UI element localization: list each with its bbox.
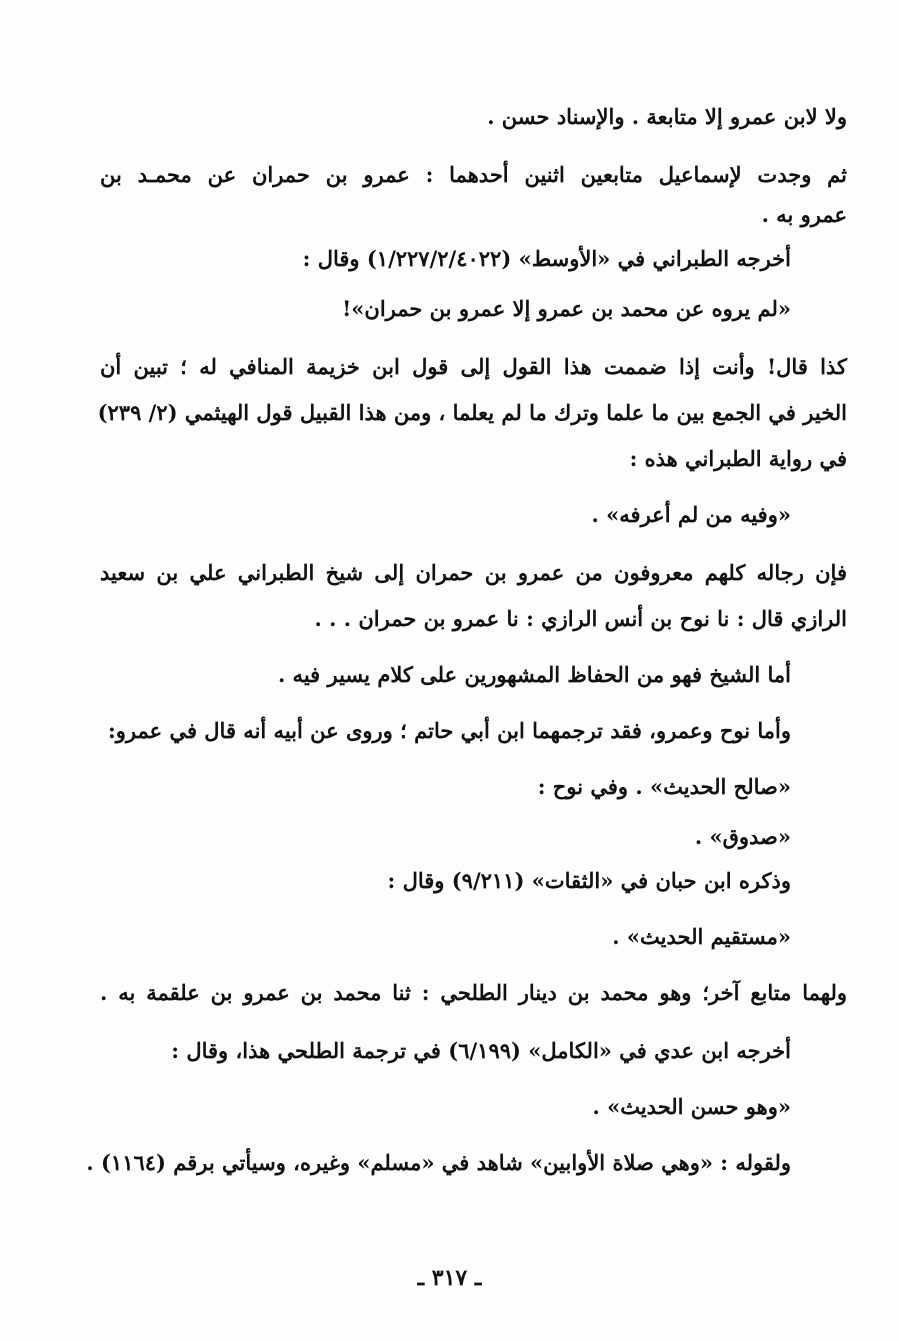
text-line-12: أما الشيخ فهو من الحفاظ المشهورين على كلام يسير فيه .: [277, 662, 791, 687]
text-line-13: وأما نوح وعمرو، فقد ترجمهما ابن أبي حاتم ؛ وروى عن أبيه أنه قال في عمرو:: [107, 718, 791, 743]
text-line-11: الرازي قال : نا نوح بن أنس الرازي : نا عمرو بن حمران . . .: [314, 606, 847, 631]
text-line-17: «مستقيم الحديث» .: [612, 924, 791, 949]
text-line-8: في رواية الطبراني هذه :: [629, 446, 847, 471]
text-line-21: ولقوله : «وهي صلاة الأوابين» شاهد في «مسلم» وغيره، وسيأتي برقم (١١٦٤) .: [86, 1150, 791, 1175]
text-line-1: ولا لابن عمرو إلا متابعة . والإسناد حسن .: [487, 104, 847, 129]
text-line-16: وذكره ابن حبان في «الثقات» (٩/٢١١) وقال :: [387, 868, 791, 893]
text-line-4: أخرجه الطبراني في «الأوسط» (١/٢٢٧/٢/٤٠٢٢) وقال :: [302, 246, 791, 271]
text-line-3: عمرو به .: [761, 202, 847, 227]
page-number: ـ ٣١٧ ـ: [417, 1265, 482, 1291]
text-line-20: «وهو حسن الحديث» .: [592, 1094, 791, 1119]
text-line-7: الخير في الجمع بين ما علما وترك ما لم يعلما ، ومن هذا القبيل قول الهيثمي (٢/ ٢٣٩): [97, 400, 847, 425]
text-line-18: ولهما متابع آخر؛ وهو محمد بن دينار الطلحي : ثنا محمد بن عمرو بن علقمة به .: [100, 980, 847, 1005]
text-line-9: «وفيه من لم أعرفه» .: [591, 502, 791, 527]
text-line-6: كذا قال! وأنت إذا ضممت هذا القول إلى قول ابن خزيمة المنافي له ؛ تبين أن: [100, 354, 847, 379]
text-line-14: «صالح الحديث» . وفي نوح :: [537, 774, 791, 799]
text-line-15: «صدوق» .: [694, 824, 791, 849]
text-line-10: فإن رجاله كلهم معروفون من عمرو بن حمران إلى شيخ الطبراني علي بن سعيد: [100, 560, 847, 585]
text-line-19: أخرجه ابن عدي في «الكامل» (٦/١٩٩) في ترجمة الطلحي هذا، وقال :: [171, 1038, 791, 1063]
text-line-2: ثم وجدت لإسماعيل متابعين اثنين أحدهما : عمرو بن حمران عن محمـد بن: [100, 162, 847, 187]
text-line-5: «لم يروه عن محمد بن عمرو إلا عمرو بن حمران»!: [342, 296, 791, 321]
